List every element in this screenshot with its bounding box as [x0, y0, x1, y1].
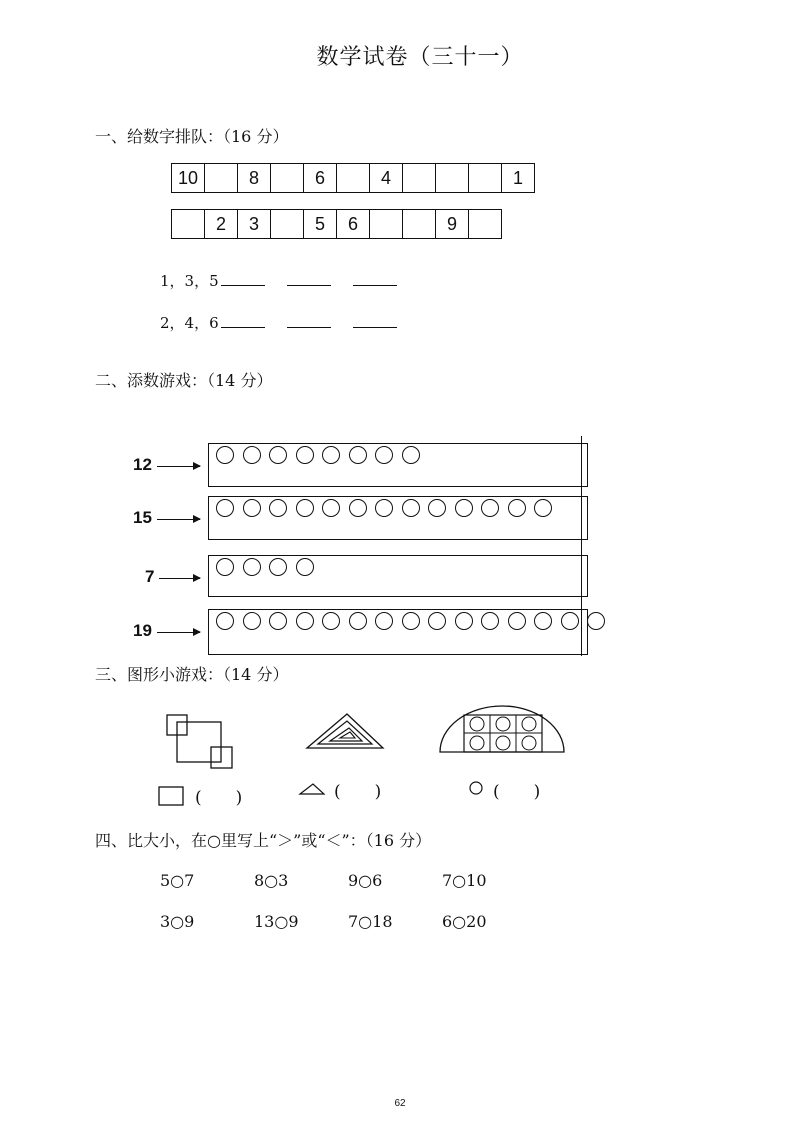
- row-target-number: 19: [133, 621, 152, 640]
- blank[interactable]: [287, 271, 331, 286]
- circle-row-box: [208, 496, 588, 540]
- sequence-2-start: 2，4，6: [160, 314, 219, 332]
- circle-icon: [243, 446, 261, 464]
- circle-icon: [296, 446, 314, 464]
- grid-cell[interactable]: [271, 210, 304, 239]
- circle-icon: [481, 612, 499, 630]
- square-answer[interactable]: ( ): [195, 788, 243, 808]
- circle-icon: [269, 499, 287, 517]
- squares-figure: [167, 715, 232, 768]
- circle-icon: [322, 446, 340, 464]
- grid-cell[interactable]: [205, 164, 238, 193]
- blank[interactable]: [287, 313, 331, 328]
- triangles-figure: [307, 714, 383, 748]
- grid-cell: 2: [205, 210, 238, 239]
- grid-cell: 9: [436, 210, 469, 239]
- grid-cell[interactable]: [370, 210, 403, 239]
- grid-cell: 3: [238, 210, 271, 239]
- circle-icon: [349, 446, 367, 464]
- number-grid-2: [171, 209, 502, 239]
- compare-1-3[interactable]: 9○6: [348, 871, 383, 890]
- blank[interactable]: [353, 313, 397, 328]
- circle-icon: [269, 558, 287, 576]
- row-target-number: 15: [133, 508, 152, 527]
- circle-icon: [534, 612, 552, 630]
- section4-heading: 四、比大小，在○里写上“＞”或“＜”：（16 分）: [95, 831, 432, 850]
- circle-icon: [455, 499, 473, 517]
- circle-row-box: [208, 555, 588, 597]
- section1-heading: 一、给数字排队：（16 分）: [95, 127, 289, 146]
- semicircle-figure: [440, 706, 564, 752]
- triangle-answer-icon: [300, 784, 324, 794]
- circle-icon: [269, 446, 287, 464]
- circle-icon: [216, 446, 234, 464]
- compare-1-4[interactable]: 7○10: [442, 871, 487, 890]
- section2-heading: 二、添数游戏：（14 分）: [95, 371, 273, 390]
- circle-icon: [296, 558, 314, 576]
- grid-cell: 1: [502, 164, 535, 193]
- circle-icon: [561, 612, 579, 630]
- circle-icon: [322, 499, 340, 517]
- section3-heading: 三、图形小游戏：（14 分）: [95, 665, 289, 684]
- circle-icon: [481, 499, 499, 517]
- triangle-answer[interactable]: ( ): [334, 782, 382, 802]
- circle-icon: [296, 499, 314, 517]
- circle-icon: [375, 499, 393, 517]
- circle-icon: [243, 612, 261, 630]
- grid-cell[interactable]: [469, 210, 502, 239]
- compare-2-4[interactable]: 6○20: [442, 912, 487, 931]
- sequence-1: [160, 270, 417, 291]
- square-answer-icon: [159, 787, 183, 805]
- circle-icon: [216, 558, 234, 576]
- compare-1-1[interactable]: 5○7: [160, 871, 195, 890]
- blank[interactable]: [221, 271, 265, 286]
- circle-icon: [508, 499, 526, 517]
- circle-icon: [587, 612, 605, 630]
- blank[interactable]: [221, 313, 265, 328]
- sequence-2: [160, 312, 417, 333]
- circle-icon: [534, 499, 552, 517]
- circle-row-box: [208, 609, 588, 655]
- compare-1-2[interactable]: 8○3: [254, 871, 289, 890]
- arrow-icon: [157, 466, 200, 467]
- circle-icon: [349, 499, 367, 517]
- arrow-icon: [157, 519, 200, 520]
- grid-cell: 6: [337, 210, 370, 239]
- grid-cell[interactable]: [172, 210, 205, 239]
- grid-cell[interactable]: [469, 164, 502, 193]
- grid-cell: 8: [238, 164, 271, 193]
- circle-icon: [508, 612, 526, 630]
- compare-2-3[interactable]: 7○18: [348, 912, 393, 931]
- circle-icon: [269, 612, 287, 630]
- circle-answer[interactable]: ( ): [493, 782, 541, 802]
- row-target-number: 7: [145, 567, 155, 586]
- grid-cell: 5: [304, 210, 337, 239]
- grid-cell[interactable]: [271, 164, 304, 193]
- circle-icon: [402, 499, 420, 517]
- circle-icon: [375, 612, 393, 630]
- circle-icon: [428, 499, 446, 517]
- circle-icon: [455, 612, 473, 630]
- circle-icon: [216, 499, 234, 517]
- circle-icon: [402, 612, 420, 630]
- page-number: 62: [394, 1098, 406, 1109]
- row-target-number: 12: [133, 455, 152, 474]
- grid-cell: 10: [172, 164, 205, 193]
- circle-icon: [243, 499, 261, 517]
- compare-2-2[interactable]: 13○9: [254, 912, 299, 931]
- circle-icon: [243, 558, 261, 576]
- grid-cell[interactable]: [337, 164, 370, 193]
- arrow-icon: [159, 578, 200, 579]
- number-grid-1: [171, 163, 535, 193]
- circle-icon: [322, 612, 340, 630]
- page-title: 数学试卷（三十一）: [316, 45, 524, 70]
- blank[interactable]: [353, 271, 397, 286]
- circle-icon: [428, 612, 446, 630]
- grid-cell: 6: [304, 164, 337, 193]
- circle-icon: [402, 446, 420, 464]
- sequence-1-start: 1，3，5: [160, 272, 219, 290]
- grid-cell[interactable]: [403, 210, 436, 239]
- grid-cell[interactable]: [403, 164, 436, 193]
- grid-cell[interactable]: [436, 164, 469, 193]
- circle-row-box: [208, 443, 588, 487]
- circle-icon: [349, 612, 367, 630]
- grid-cell: 4: [370, 164, 403, 193]
- circle-icon: [216, 612, 234, 630]
- circle-icon: [296, 612, 314, 630]
- circle-answer-icon: [470, 782, 482, 794]
- circle-icon: [375, 446, 393, 464]
- arrow-icon: [157, 632, 200, 633]
- compare-2-1[interactable]: 3○9: [160, 912, 195, 931]
